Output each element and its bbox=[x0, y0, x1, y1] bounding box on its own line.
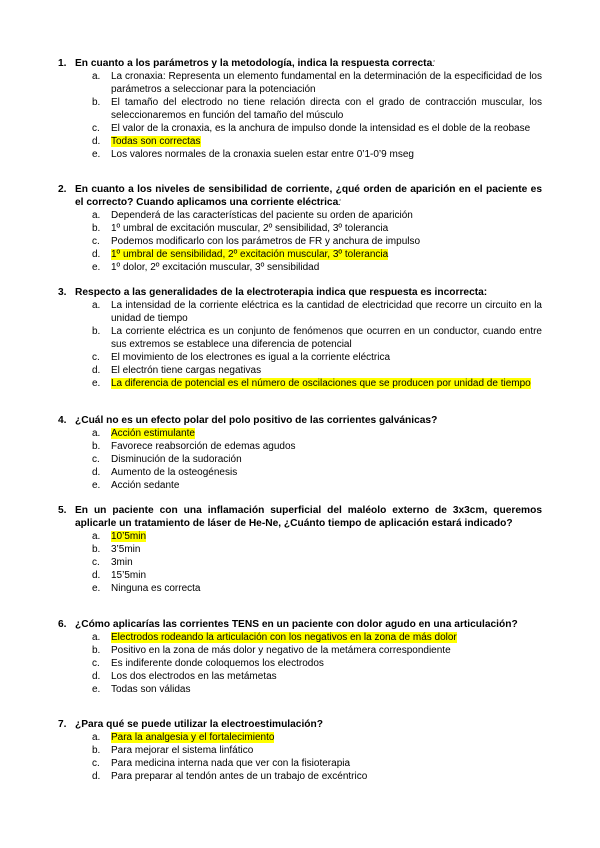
option-e: e. Todas son válidas bbox=[92, 684, 191, 695]
option-b: b. 3’5min bbox=[92, 544, 141, 555]
option-b: b. Favorece reabsorción de edemas agudos bbox=[92, 441, 296, 452]
options-list bbox=[58, 209, 542, 274]
option-b: b. Para mejorar el sistema linfático bbox=[92, 745, 254, 756]
option-a: a. Dependerá de las características del paciente su orden de aparición bbox=[92, 210, 413, 221]
highlighted-answer: La diferencia de potencial es el número de oscilaciones que se producen por unidad de tiempo bbox=[111, 378, 531, 389]
question-7 bbox=[58, 718, 542, 783]
option-a: a. Acción estimulante bbox=[92, 428, 195, 439]
options-list bbox=[58, 70, 542, 161]
option-b: b. El tamaño del electrodo no tiene relación directa con el grado de contracción muscular, los seleccionaremos en función del tamaño del músculo bbox=[92, 97, 542, 121]
option-d: d. 1º umbral de sensibilidad, 2º excitación muscular, 3º tolerancia bbox=[92, 249, 389, 260]
question-number: 4. bbox=[58, 415, 67, 426]
option-e: e. Acción sedante bbox=[92, 480, 180, 491]
option-d: d. Todas son correctas bbox=[92, 136, 201, 147]
option-b: b. 1º umbral de excitación muscular, 2º sensibilidad, 3º tolerancia bbox=[92, 223, 389, 234]
options-list bbox=[58, 631, 542, 696]
option-a: a. Electrodos rodeando la articulación con los negativos en la zona de más dolor bbox=[92, 632, 457, 643]
options-list bbox=[58, 427, 542, 492]
option-d: d. 15’5min bbox=[92, 570, 147, 581]
option-c: c. Para medicina interna nada que ver con la fisioterapia bbox=[92, 758, 351, 769]
question-2 bbox=[58, 183, 542, 274]
question-number: 7. bbox=[58, 719, 67, 730]
option-d: d. El electrón tiene cargas negativas bbox=[92, 365, 262, 376]
question-3 bbox=[58, 286, 542, 390]
options-list bbox=[58, 530, 542, 595]
question-1 bbox=[58, 57, 542, 161]
option-e: e. La diferencia de potencial es el número de oscilaciones que se producen por unidad de tiempo bbox=[92, 378, 531, 389]
option-a: a. Para la analgesia y el fortalecimiento bbox=[92, 732, 275, 743]
question-number: 1. bbox=[58, 58, 67, 69]
highlighted-answer: 1º umbral de sensibilidad, 2º excitación muscular, 3º tolerancia bbox=[111, 249, 389, 260]
option-d: d. Los dos electrodos en las metámetas bbox=[92, 671, 277, 682]
question-number: 2. bbox=[58, 184, 67, 195]
option-a: a. La cronaxia: Representa un elemento fundamental en la determinación de la especificidad de los parámetros a seleccionar para la potenciación bbox=[92, 71, 542, 95]
question-number: 6. bbox=[58, 619, 67, 630]
question-text: ¿Cuál no es un efecto polar del polo positivo de las corrientes galvánicas? bbox=[75, 415, 438, 426]
option-c: c. El movimiento de los electrones es igual a la corriente eléctrica bbox=[92, 352, 391, 363]
option-a: a. La intensidad de la corriente eléctrica es la cantidad de electricidad que recorre un circuito en la unidad de tiempo bbox=[92, 300, 542, 324]
option-c: c. Podemos modificarlo con los parámetros de FR y anchura de impulso bbox=[92, 236, 421, 247]
question-text: ¿Cómo aplicarías las corrientes TENS en un paciente con dolor agudo en una articulación? bbox=[75, 619, 518, 630]
option-b: b. Positivo en la zona de más dolor y negativo de la metámera correspondiente bbox=[92, 645, 451, 656]
option-e: e. 1º dolor, 2º excitación muscular, 3º sensibilidad bbox=[92, 262, 320, 273]
question-text: En cuanto a los parámetros y la metodología, indica la respuesta correcta: bbox=[75, 58, 436, 69]
question-number: 5. bbox=[58, 505, 67, 516]
option-b: b. La corriente eléctrica es un conjunto de fenómenos que ocurren en un conductor, cuando entre sus extremos se establece una diferencia de potencial bbox=[92, 326, 542, 350]
question-5 bbox=[58, 504, 542, 595]
option-c: c. Disminución de la sudoración bbox=[92, 454, 242, 465]
option-d: d. Para preparar al tendón antes de un trabajo de excéntrico bbox=[92, 771, 368, 782]
highlighted-answer: 10’5min bbox=[111, 531, 147, 542]
question-text: ¿Para qué se puede utilizar la electroestimulación? bbox=[75, 719, 323, 730]
highlighted-answer: Todas son correctas bbox=[111, 136, 201, 147]
highlighted-answer: Acción estimulante bbox=[111, 428, 195, 439]
option-a: a. 10’5min bbox=[92, 531, 147, 542]
options-list bbox=[58, 299, 542, 390]
option-e: e. Ninguna es correcta bbox=[92, 583, 201, 594]
option-c: c. 3min bbox=[92, 557, 133, 568]
options-list bbox=[58, 731, 542, 783]
option-c: c. El valor de la cronaxia, es la anchura de impulso donde la intensidad es el doble de la reobase bbox=[92, 123, 531, 134]
question-text: Respecto a las generalidades de la electroterapia indica que respuesta es incorrecta: bbox=[75, 287, 488, 298]
question-text: En un paciente con una inflamación superficial del maléolo externo de 3x3cm, queremos aplicarle un tratamiento de láser de He-Ne, ¿Cuánto tiempo de aplicación estará indicado? bbox=[75, 505, 542, 529]
option-d: d. Aumento de la osteogénesis bbox=[92, 467, 238, 478]
option-e: e. Los valores normales de la cronaxia suelen estar entre 0’1-0’9 mseg bbox=[92, 149, 414, 160]
question-4 bbox=[58, 414, 542, 492]
highlighted-answer: Electrodos rodeando la articulación con los negativos en la zona de más dolor bbox=[111, 632, 457, 643]
highlighted-answer: Para la analgesia y el fortalecimiento bbox=[111, 732, 275, 743]
question-6 bbox=[58, 618, 542, 696]
option-c: c. Es indiferente donde coloquemos los electrodos bbox=[92, 658, 324, 669]
question-text: En cuanto a los niveles de sensibilidad de corriente, ¿qué orden de aparición en el paciente es el correcto? Cuando aplicamos una corriente eléctrica: bbox=[75, 184, 542, 208]
question-number: 3. bbox=[58, 287, 67, 298]
